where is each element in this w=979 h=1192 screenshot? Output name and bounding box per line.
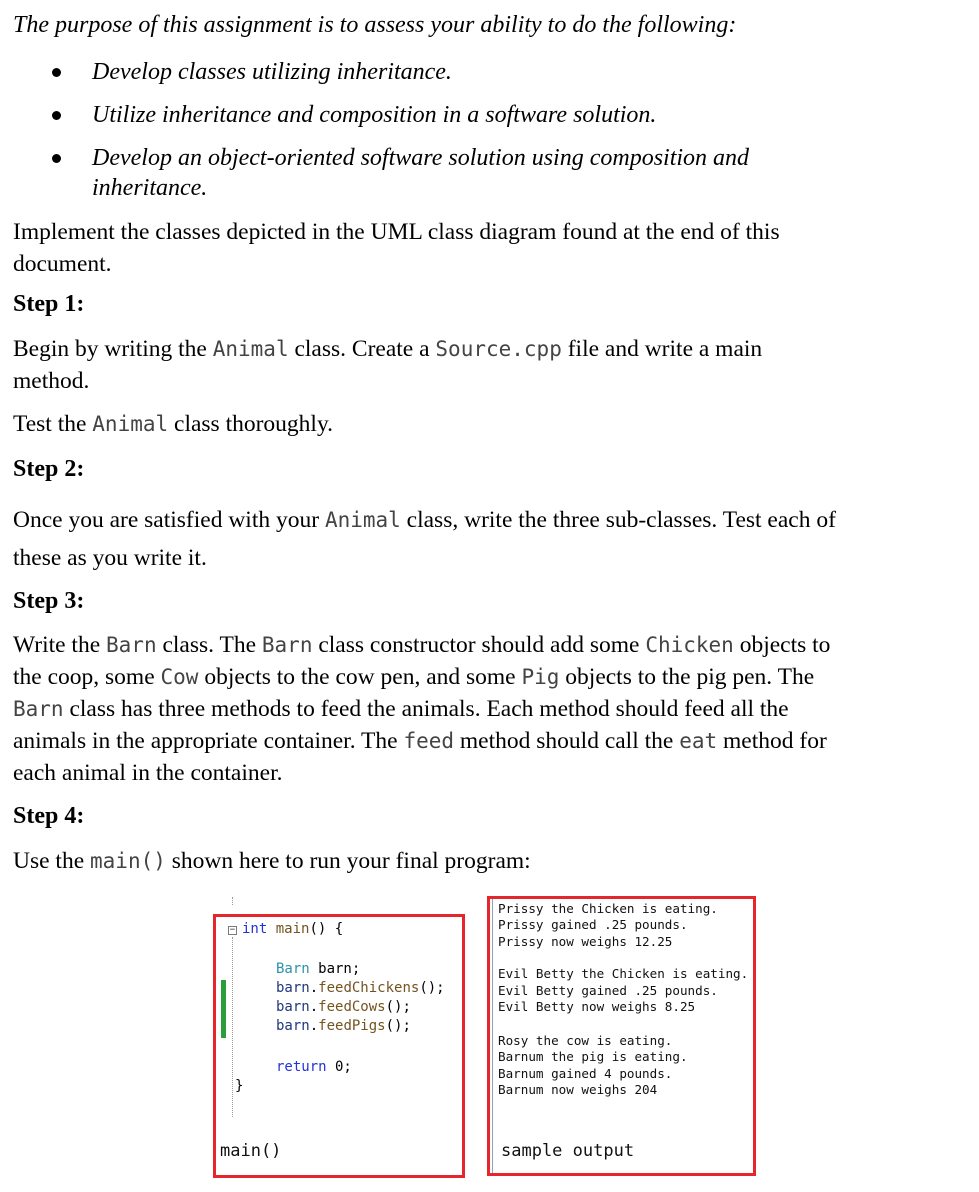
code-line-close: } bbox=[235, 1078, 244, 1094]
bullet-icon bbox=[52, 68, 61, 77]
step4-paragraph: Use the main() shown here to run your final program: bbox=[13, 848, 531, 874]
code-line-feed-pigs: barn.feedPigs(); bbox=[276, 1018, 411, 1034]
step1-paragraph: Begin by writing the Animal class. Create a Source.cpp file and write a main method. bbox=[13, 336, 763, 394]
output-line: Prissy the Chicken is eating. bbox=[498, 901, 718, 916]
step1-test-paragraph: Test the Animal class thoroughly. bbox=[13, 411, 334, 437]
bullet-icon bbox=[52, 154, 61, 163]
code-line-barn-decl: Barn barn; bbox=[276, 961, 361, 977]
bullet-icon bbox=[52, 111, 61, 120]
code-highlight-box bbox=[213, 914, 465, 1178]
output-caption: sample output bbox=[501, 1141, 635, 1161]
output-line: Rosy the cow is eating. bbox=[498, 1033, 673, 1048]
step2-paragraph: Once you are satisfied with your Animal class, write the three sub-classes. Test each of bbox=[13, 507, 836, 533]
output-line: Evil Betty gained .25 pounds. bbox=[498, 983, 718, 998]
step2-paragraph-line2: these as you write it. bbox=[13, 545, 207, 571]
implement-paragraph: Implement the classes depicted in the UML class diagram found at the end of this document. bbox=[13, 219, 780, 277]
output-line: Prissy gained .25 pounds. bbox=[498, 917, 688, 932]
output-line: Barnum now weighs 204 bbox=[498, 1082, 658, 1097]
output-line: Prissy now weighs 12.25 bbox=[498, 934, 673, 949]
output-line: Barnum gained 4 pounds. bbox=[498, 1066, 673, 1081]
step2-heading: Step 2: bbox=[13, 456, 85, 482]
output-line: Evil Betty the Chicken is eating. bbox=[498, 966, 749, 981]
change-indicator-bar bbox=[221, 980, 226, 1038]
step3-heading: Step 3: bbox=[13, 588, 85, 614]
assignment-document: The purpose of this assignment is to assess your ability to do the following: Develop classes utilizing inheritance. Utilize inheritance and composition in a software solution. Develop an object-oriented software solution using composition and inheritance. Implement the classes depicted in the UML class diagram found at the end of this document. Step 1: Begin by writing the Animal class. Create a Source.cpp file and write a main method. Test the Animal class thoroughly. Step 2: Once you are satisfied with your Animal class, write the three sub-classes. Test each of these as you write it. Step 3: Write the Barn class. The Barn class constructor should add some Chicken objects to the coop, some Cow objects to the cow pen, and some Pig objects to the pig pen. The Barn class has three methods to feed the animals. Each method should feed all the animals in the appropriate container. The feed method should call the eat method for each animal in the container. Step 4: Use the main() shown here to run your final program: − int main() { Barn barn; barn.feedChickens(); barn.feedCows(); barn.feedPigs(); return 0; } main() Prissy the Chicken is eating. Prissy gained .25 pounds. Prissy now weighs 12.25 Evil Betty the Chicken is eating. Evil Betty gained .25 pounds. Evil Betty now weighs 8.25 Rosy the cow is eating. Barnum the pig is eating. Barnum gained 4 pounds. Barnum now weighs 204 sample output bbox=[0, 0, 979, 1192]
step3-paragraph: Write the Barn class. The Barn class constructor should add some Chicken objects to the coop, some Cow objects to the cow pen, and some Pig objects to the pig pen. The Barn class has three methods to feed the animals. Each method should feed all the animals in the appropriate container. The feed method should call the eat method for each animal in the container. bbox=[13, 632, 831, 786]
step1-heading: Step 1: bbox=[13, 291, 85, 317]
collapse-icon: − bbox=[229, 925, 236, 935]
code-line-feed-cows: barn.feedCows(); bbox=[276, 999, 411, 1015]
code-line-signature: int main() { bbox=[242, 921, 344, 937]
code-line-return: return 0; bbox=[276, 1059, 352, 1075]
intro-text: The purpose of this assignment is to assess your ability to do the following: bbox=[13, 12, 737, 38]
step4-heading: Step 4: bbox=[13, 803, 85, 829]
code-caption: main() bbox=[220, 1141, 282, 1161]
output-line: Barnum the pig is eating. bbox=[498, 1049, 688, 1064]
output-line: Evil Betty now weighs 8.25 bbox=[498, 999, 696, 1014]
code-line-feed-chickens: barn.feedChickens(); bbox=[276, 980, 445, 996]
